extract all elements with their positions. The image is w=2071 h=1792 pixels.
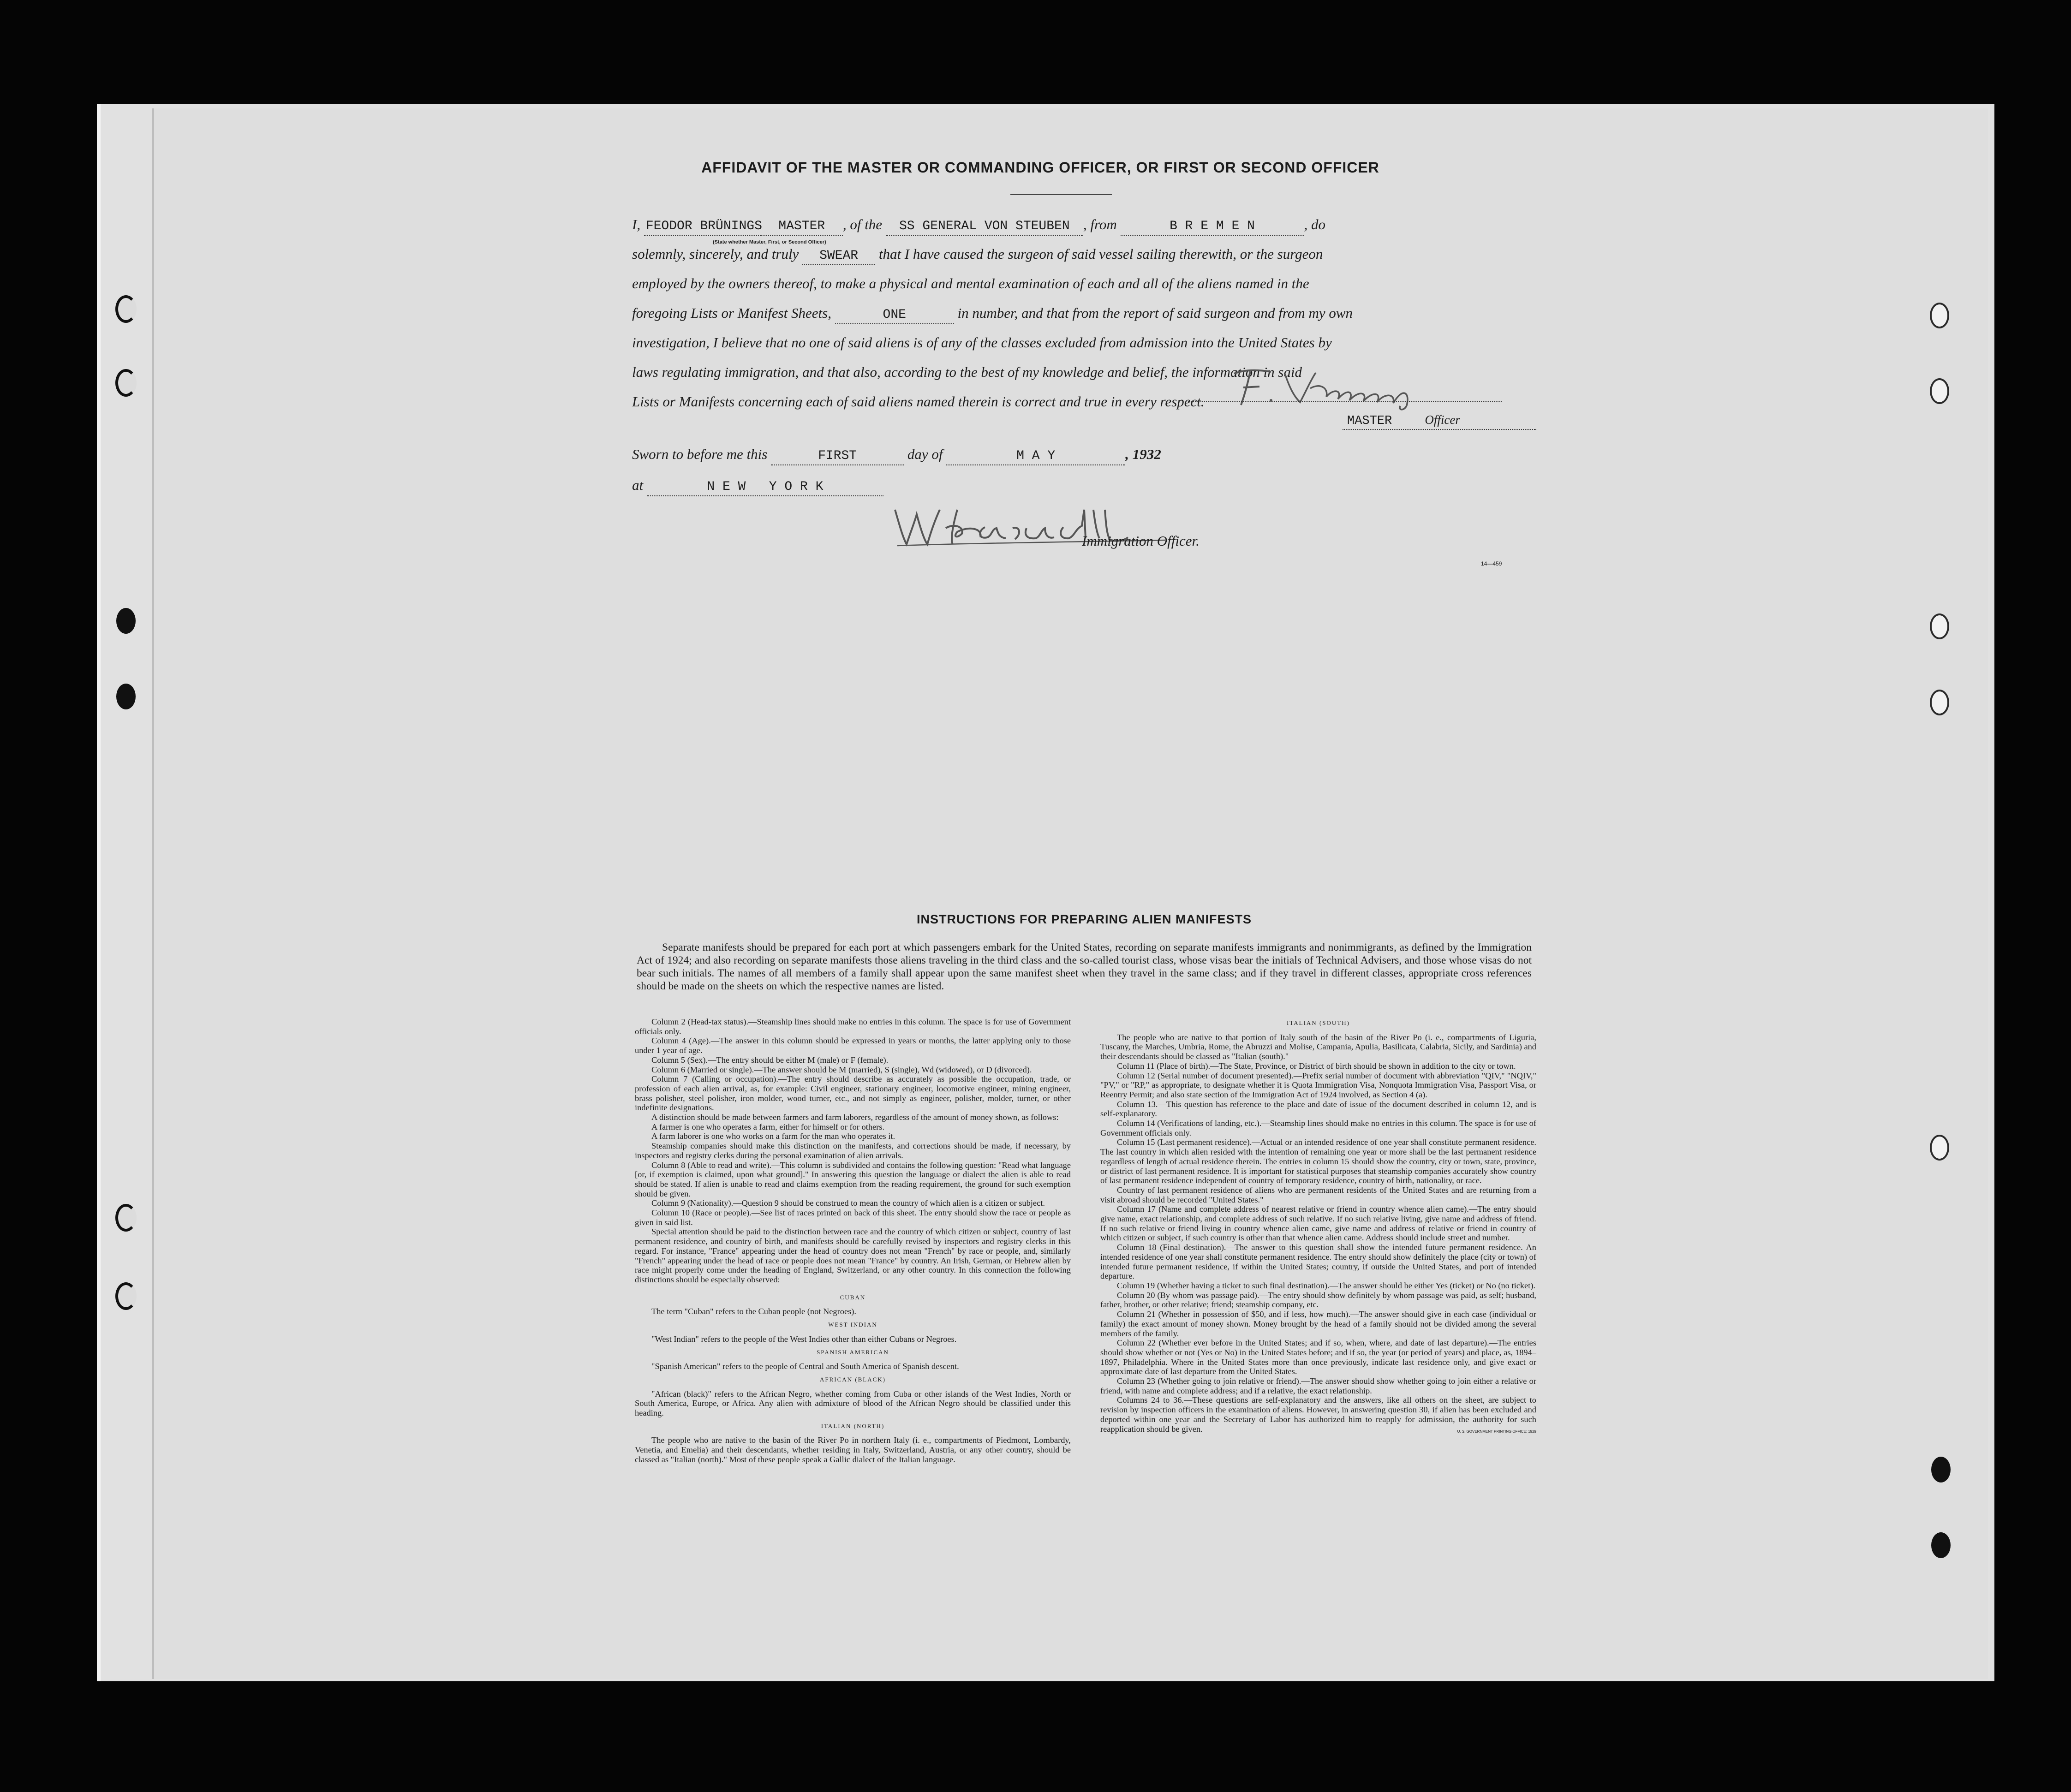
section-heading: ITALIAN (NORTH) <box>821 1422 885 1429</box>
affidavit-text: in number, and that from the report of said surgeon and from my own <box>957 305 1353 321</box>
affidavit-line-4 <box>632 298 1353 328</box>
binder-hole-icon <box>115 295 137 323</box>
master-signature <box>1190 360 1504 411</box>
instruction-paragraph: A distinction should be made between farmers and farm laborers, regardless of the amount of money shown, as follows: <box>651 1113 1059 1122</box>
instruction-paragraph: A farm laborer is one who works on a farm for the man who operates it. <box>651 1131 895 1141</box>
sworn-year: , 1932 <box>1125 446 1161 462</box>
instruction-paragraph: Column 22 (Whether ever before in the United States; and if so, when, where, and date of last departure).—The entries should show whether or not (Yes or No) in the United States before; and if so, the year (or period of years) and place, as, 1894–1897, Philadelphia. Where in the United States more than once previously, indicate last residence only, and give exact or approximate date of last departure from the United States. <box>1100 1338 1536 1376</box>
instruction-paragraph: Column 21 (Whether in possession of $50, and if less, how much).—The answer should give in each case (individual or family) the exact amount of money shown. Money brought by the head of a family should not be divided among the several members of the family. <box>1100 1310 1536 1338</box>
instruction-paragraph: Column 6 (Married or single).—The answer should be M (married), S (single), Wd (widowed), or D (divorced). <box>651 1065 1032 1074</box>
instruction-paragraph: Column 8 (Able to read and write).—This column is subdivided and contains the following question: "Read what language [or, if exemption is claimed, upon what ground]." In answering this question the language or dialect the alien is able to read should be stated. If alien is unable to read and claims exemption from the reading requirement, the ground for such exemption should be given. <box>635 1160 1071 1198</box>
affidavit-line-7: Lists or Manifests concerning each of said aliens named therein is correct and true in every respect. <box>632 393 1205 410</box>
spacer <box>635 1285 1071 1289</box>
officer-name-field: FEODOR BRÜNINGS <box>644 218 761 236</box>
instruction-paragraph: Steamship companies should make this distinction on the manifests, and corrections should be made, if necessary, by inspectors and registry clerks during the personal examination of alien arrivals. <box>635 1141 1071 1160</box>
instruction-paragraph: Column 5 (Sex).—The entry should be either M (male) or F (female). <box>651 1055 889 1065</box>
affidavit-text: solemnly, sincerely, and truly <box>632 246 799 262</box>
instruction-paragraph: Column 7 (Calling or occupation).—The entry should describe as accurately as possible the occupation, trade, or profession of each alien arrival, as, for example: Civil engineer, stationary engineer, locomotive engineer, mining engineer, brass polisher, steel polisher, iron molder, wood turner, etc., and not simply as engineer, polisher, molder, turner, or other indefinite designations. <box>635 1074 1071 1113</box>
instruction-paragraph: Columns 24 to 36.—These questions are self-explanatory and the answers, like all others on the sheet, are subject to revision by inspection officers in the examination of aliens. However, in answering question 30, if alien has been excluded and deported within one year and the Secretary of Labor has authorized him to reapply for admission, the authority for such reapplication should be given. <box>1100 1395 1536 1434</box>
printing-office-imprint: U. S. GOVERNMENT PRINTING OFFICE: 1929 <box>1457 1429 1536 1434</box>
sworn-place-line <box>632 471 883 499</box>
instruction-paragraph: Column 11 (Place of birth).—The State, Province, or District of birth should be shown in addition to the city or town. <box>1117 1061 1516 1071</box>
instruction-paragraph: Column 4 (Age).—The answer in this column should be expressed in years or months, the latter applying only to those under 1 year of age. <box>635 1036 1071 1055</box>
section-heading: AFRICAN (BLACK) <box>819 1375 886 1383</box>
affidavit-line-1 <box>632 210 1325 245</box>
master-title-line <box>1347 413 1460 428</box>
instruction-paragraph: Special attention should be paid to the distinction between race and the country of which citizen or subject, country of last permanent residence, and country of birth, and manifests should be carefully revised by inspectors and registry clerks in this regard. For instance, "France" appearing under the head of country does not mean "French" by race or people, and, similarly "French" appearing under the head of race or people does not mean "France" by country. An Irish, German, or Hebrew alien by race might properly come under the heading of England, Switzerland, or any other country. In this connection the following distinctions should be especially observed: <box>635 1227 1071 1284</box>
instruction-paragraph: Column 9 (Nationality).—Question 9 should be construed to mean the country of which alien is a citizen or subject. <box>651 1198 1045 1208</box>
affidavit-text: , of the <box>842 216 883 232</box>
binder-hole-icon <box>1930 378 1949 404</box>
section-heading: WEST INDIAN <box>828 1321 877 1328</box>
affidavit-text: , from <box>1083 216 1117 232</box>
instruction-paragraph: Column 23 (Whether going to join relative or friend).—The answer should show whether going to join either a relative or friend, with name and complete address; and if a relative, the exact relationship. <box>1100 1376 1536 1395</box>
affidavit-title: AFFIDAVIT OF THE MASTER OR COMMANDING OFFICER, OR FIRST OR SECOND OFFICER <box>701 159 1379 176</box>
section-heading: SPANISH AMERICAN <box>817 1348 889 1356</box>
instruction-paragraph: A farmer is one who operates a farm, either for himself or for others. <box>651 1122 885 1131</box>
binder-hole-icon <box>116 608 136 634</box>
affidavit-line-3: employed by the owners thereof, to make a physical and mental examination of each and all of the aliens named in the <box>632 275 1309 292</box>
affidavit-line-6: laws regulating immigration, and that also, according to the best of my knowledge and belief, the information in said <box>632 364 1302 380</box>
master-title: MASTER <box>1347 414 1392 428</box>
instruction-paragraph: Column 15 (Last permanent residence).—Actual or an intended residence of one year shall constitute permanent residence. The last country in which alien resided with the intention of remaining one year or more shall be the last permanent residence regardless of length of actual residence therein. The entries in column 15 should show the country, city or town, state, province, or district of last permanent residence. It is important for statistical purposes that steamship companies accurately show country of last permanent residence independent of country of temporary residence, country of birth, nationality, or race. <box>1100 1137 1536 1185</box>
binder-hole-icon <box>115 1204 137 1232</box>
instruction-paragraph: Column 18 (Final destination).—The answer to this question shall show the intended future permanent residence. An intended residence of one year shall constitute permanent residence. The entry should show definitely the place (city or town) of intended future permanent residence, if within the United States; country, if outside the United States, and port of intended departure. <box>1100 1243 1536 1281</box>
sworn-text: Sworn to before me this <box>632 446 768 462</box>
instruction-paragraph: "Spanish American" refers to the people of Central and South America of Spanish descent. <box>651 1362 959 1371</box>
binder-hole-icon <box>1930 1135 1949 1161</box>
instruction-paragraph: Column 13.—This question has reference to the place and date of issue of the document described in column 12, and is self-explanatory. <box>1100 1099 1536 1119</box>
instruction-paragraph: Column 12 (Serial number of document presented).—Prefix serial number of document with abbreviation "QIV," "NQIV," "PV," or "RP," as appropriate, to designate whether it is Quota Immigration Visa, Nonquota Immigration Visa, Passport Visa, or Reentry Permit; and also state section of the Immigration Act of 1924 involved, as Section 4 (a). <box>1100 1071 1536 1099</box>
oath-field: SWEAR <box>802 248 875 265</box>
form-number: 14—459 <box>1481 560 1502 567</box>
sworn-day-field: FIRST <box>771 448 904 465</box>
binder-hole-icon <box>1931 1457 1951 1482</box>
officer-word: Officer <box>1425 413 1460 427</box>
signature-rule <box>1343 429 1536 430</box>
binder-hole-icon <box>115 1282 137 1310</box>
instruction-paragraph: The people who are native to that portion of Italy south of the basin of the River Po (i. e., compartments of Liguria, Tuscany, the Marches, Umbria, Rome, the Abruzzi and Molise, Campania, Apulia, Basilicata, Calabria, Sicily, and Sardinia) and their descendants should be classed as "Italian (south)." <box>1100 1032 1536 1061</box>
binder-hole-icon <box>1930 303 1949 328</box>
affidavit-line-2 <box>632 239 1323 269</box>
binder-hole-icon <box>1930 690 1949 715</box>
instruction-paragraph: Column 10 (Race or people).—See list of races printed on back of this sheet. The entry should show the race or people as given in said list. <box>635 1208 1071 1227</box>
sworn-text: day of <box>907 446 943 462</box>
rank-note: (State whether Master, First, or Second Officer) <box>713 239 826 245</box>
section-heading: ITALIAN (SOUTH) <box>1287 1019 1350 1026</box>
affidavit-text: that I have caused the surgeon of said vessel sailing therewith, or the surgeon <box>878 246 1323 262</box>
departure-port-field: B R E M E N <box>1121 218 1304 236</box>
instruction-paragraph: Column 17 (Name and complete address of nearest relative or friend in country whence alien came).—The entry should give name, exact relationship, and complete address of such relative. If no such relative living, give name and address of friend. If no such relative or friend living in country whence alien came, give name and address of relative or friend in country of which citizen or subject, if such country is other than that whence alien came. Address should include street and number. <box>1100 1204 1536 1243</box>
section-heading: CUBAN <box>840 1293 866 1301</box>
binder-hole-icon <box>1931 1532 1951 1558</box>
affidavit-text: I, <box>632 216 641 232</box>
instruction-paragraph: "West Indian" refers to the people of the West Indies other than either Cubans or Negroes. <box>651 1334 957 1344</box>
sworn-place-field: N E W Y O R K <box>647 479 883 496</box>
instruction-paragraph: Country of last permanent residence of aliens who are permanent residents of the United States and are returning from a visit abroad should be recorded "United States." <box>1100 1185 1536 1204</box>
immigration-officer-label: Immigration Officer. <box>1082 533 1200 549</box>
rank-field: MASTER <box>761 218 843 236</box>
affidavit-line-5: investigation, I believe that no one of said aliens is of any of the classes excluded from admission into the United States by <box>632 334 1332 351</box>
instruction-paragraph: The term "Cuban" refers to the Cuban people (not Negroes). <box>651 1307 856 1316</box>
instructions-left-column <box>635 1017 1071 1465</box>
sheet-count-field: ONE <box>835 307 954 324</box>
vessel-field: SS GENERAL VON STEUBEN <box>886 218 1083 236</box>
sworn-line <box>632 441 1161 468</box>
instructions-title: INSTRUCTIONS FOR PREPARING ALIEN MANIFESTS <box>916 912 1252 926</box>
instruction-paragraph: Column 14 (Verifications of landing, etc.).—Steamship lines should make no entries in this column. The space is for use of Government officials only. <box>1100 1119 1536 1137</box>
instruction-paragraph: The people who are native to the basin of the River Po in northern Italy (i. e., compartments of Piedmont, Lombardy, Venetia, and Emelia) and their descendants, whether residing in Italy, Switzerland, Austria, or any other country, should be classed as "Italian (north)." Most of these people speak a Gallic dialect of the Italian language. <box>635 1435 1071 1464</box>
signature-rule <box>1188 401 1502 402</box>
affidavit-text: foregoing Lists or Manifest Sheets, <box>632 305 831 321</box>
instruction-paragraph: Column 2 (Head-tax status).—Steamship lines should make no entries in this column. The space is for use of Government officials only. <box>635 1017 1071 1036</box>
instructions-right-column <box>1100 1018 1536 1437</box>
binder-hole-icon <box>115 369 137 397</box>
instruction-paragraph: Column 19 (Whether having a ticket to such final destination).—The answer should be either Yes (ticket) or No (no ticket). <box>1117 1280 1536 1290</box>
binder-hole-icon <box>116 684 136 709</box>
sworn-text: at <box>632 477 644 493</box>
affidavit-text: , do <box>1304 216 1325 232</box>
title-rule <box>1010 194 1112 195</box>
binder-hole-icon <box>1930 613 1949 639</box>
instruction-paragraph: "African (black)" refers to the African Negro, whether coming from Cuba or other islands of the West Indies, North or South America, Europe, or Africa. Any alien with admixture of blood of the African Negro should be classified under this heading. <box>635 1389 1071 1418</box>
instructions-intro: Separate manifests should be prepared for each port at which passengers embark for the United States, recording on separate manifests immigrants and nonimmigrants, as defined by the Immigration Act of 1924; and also recording on separate manifests those aliens traveling in the third class and the so-called tourist class, whose visas bear the initials of Technical Advisers, and those whose visas do not bear such initials. The names of all members of a family shall appear upon the same manifest sheet when they travel in the same class; and if they travel in different classes, appropriate cross references should be made on the sheets on which the respective names are listed. <box>637 941 1532 992</box>
instruction-paragraph: Column 20 (By whom was passage paid).—The entry should show definitely by whom passage was paid, as self; husband, father, brother, or other relative; friend; steamship company, etc. <box>1100 1290 1536 1310</box>
sworn-month-field: M A Y <box>946 448 1125 465</box>
